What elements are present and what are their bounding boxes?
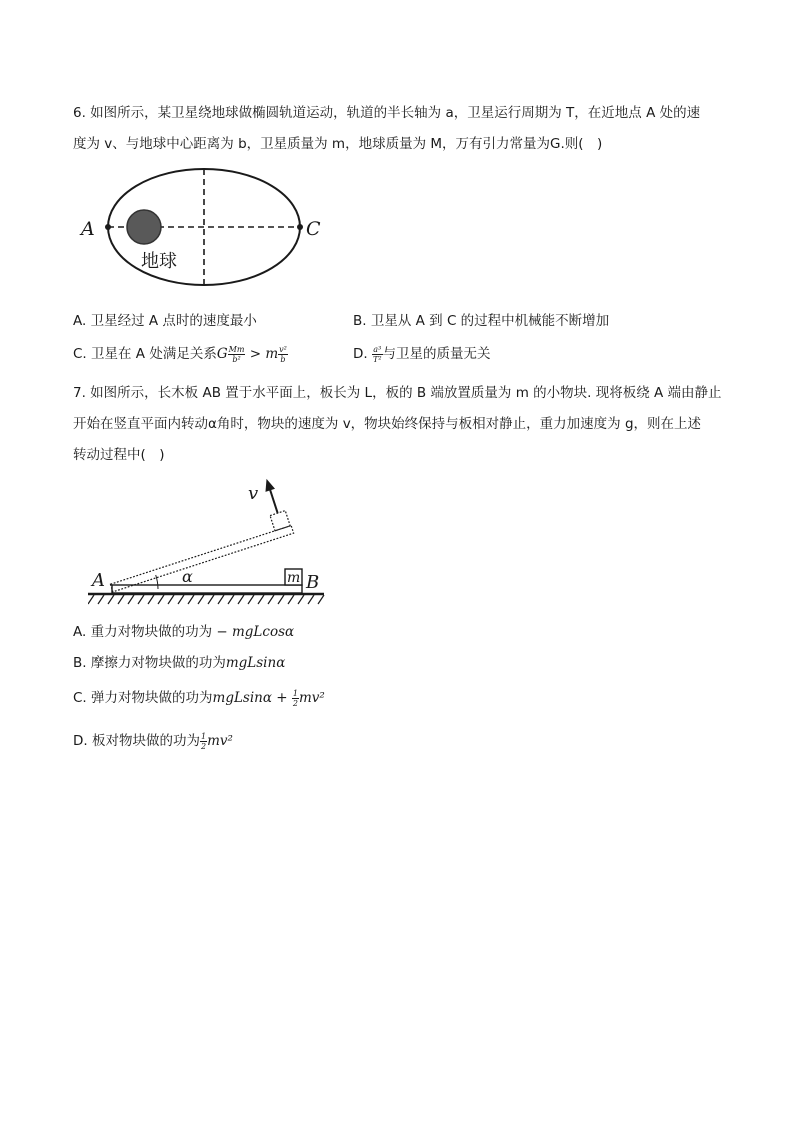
point-c bbox=[297, 224, 303, 230]
q7-option-b: B. 摩擦力对物块做的功为mgLsinα bbox=[73, 655, 286, 671]
q7-option-d: D. 板对物块做的功为 $\frac{1}{2}$ mv² bbox=[73, 731, 233, 751]
q7-option-c: C. 弹力对物块做的功为mgLsinα + $\frac{1}{2}$ mv² bbox=[73, 688, 325, 708]
velocity-arrow-head bbox=[262, 477, 275, 492]
q7-stem-line-1: 7. 如图所示，长木板 AB 置于水平面上，板长为 L，板的 B 端放置质量为 m 的小物块. 现将板绕 A 端由静止 bbox=[73, 385, 722, 401]
q7-option-a: A. 重力对物块做的功为 − mgLcosα bbox=[73, 624, 295, 640]
ground-hatching bbox=[88, 595, 324, 604]
label-b: B bbox=[306, 572, 320, 593]
label-a: A bbox=[81, 218, 95, 240]
q7-stem-line-3: 转动过程中( ) bbox=[73, 447, 165, 463]
rotated-board-group bbox=[94, 476, 293, 592]
q6-option-a: A. 卫星经过 A 点时的速度最小 bbox=[73, 313, 257, 329]
q6-stem-line-1: 6. 如图所示，某卫星绕地球做椭圆轨道运动，轨道的半长轴为 a，卫星运行周期为 T，在近地点 A 处的速 bbox=[73, 105, 701, 121]
q6-option-b: B. 卫星从 A 到 C 的过程中机械能不断增加 bbox=[353, 313, 610, 329]
q6-option-d: D. $\frac{\text{a³}}{\text{T²}}$ 与卫星的质量无关 bbox=[353, 344, 491, 364]
q7-board-figure bbox=[88, 472, 328, 608]
q6-stem-line-2: 度为 v、与地球中心距离为 b，卫星质量为 m，地球质量为 M，万有引力常量为G.则( ) bbox=[73, 136, 603, 152]
label-c: C bbox=[306, 218, 321, 240]
q6-orbit-figure bbox=[75, 163, 335, 291]
horizontal-board bbox=[112, 585, 302, 593]
label-v: v bbox=[248, 483, 259, 504]
label-a: A bbox=[92, 570, 105, 591]
rotated-block bbox=[270, 511, 290, 531]
q6-option-c-prefix: C. 卫星在 A 处满足关系 bbox=[73, 346, 217, 362]
velocity-arrow-shaft bbox=[269, 486, 278, 513]
label-alpha: α bbox=[182, 567, 193, 586]
earth-label: 地球 bbox=[141, 251, 177, 272]
q7-stem-line-2: 开始在竖直平面内转动α角时，物块的速度为 v，物块始终保持与板相对静止，重力加速度为 g，则在上述 bbox=[73, 416, 702, 432]
point-a bbox=[105, 224, 111, 230]
rotated-board bbox=[110, 526, 293, 592]
q6-option-c: C. 卫星在 A 处满足关系G $\frac{Mm}{\text{b²}}$ > m $\frac{\text{v²}}{b}$ bbox=[73, 344, 287, 364]
earth-circle bbox=[127, 210, 161, 244]
label-m: m bbox=[287, 570, 301, 586]
